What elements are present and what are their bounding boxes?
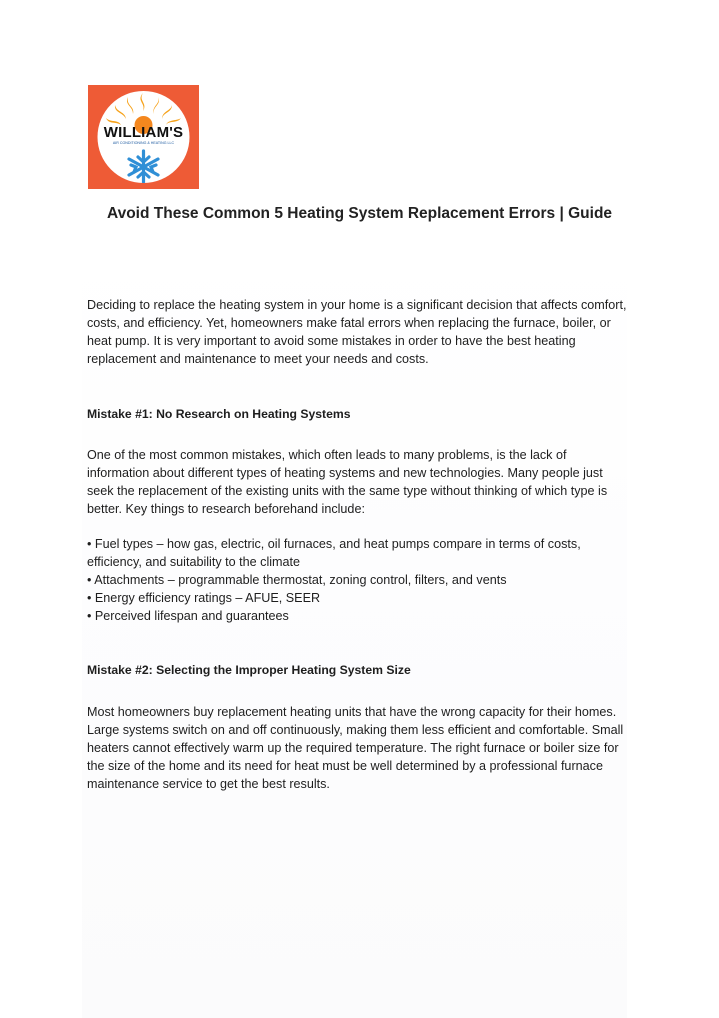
list-item: • Energy efficiency ratings – AFUE, SEER [87,591,321,605]
research-bullet-list [87,535,632,625]
list-item: • Attachments – programmable thermostat, zoning control, filters, and vents [87,573,507,587]
mistake-2-paragraph: Most homeowners buy replacement heating units that have the wrong capacity for their homes. Large systems switch on and off continuously, making them less efficient and comfortable. Small heaters cannot effectively warm up the required temperature. The right furnace or boiler size for the size of the home and its need for heat must be well determined by a professional furnace maintenance service to get the best results. [87,705,624,791]
document-title: Avoid These Common 5 Heating System Replacement Errors | Guide [106,205,613,222]
list-item: • Fuel types – how gas, electric, oil furnaces, and heat pumps compare in terms of costs, efficiency, and suitability to the climate [87,537,581,569]
mistake-2-heading: Mistake #2: Selecting the Improper Heating System Size [87,663,411,677]
mistake-1-paragraph: One of the most common mistakes, which often leads to many problems, is the lack of information about different types of heating systems and new technologies. Many people just seek the replacement of the existing units with the same type without thinking of which type is better. Key things to research beforehand include: [87,448,608,516]
mistake-1-heading: Mistake #1: No Research on Heating Systems [87,407,351,421]
logo-brand-text: WILLIAM'S [103,124,184,141]
list-item: • Perceived lifespan and guarantees [87,609,289,623]
intro-paragraph: Deciding to replace the heating system in your home is a significant decision that affects comfort, costs, and efficiency. Yet, homeowners make fatal errors when replacing the furnace, boiler, or heat pump. It is very important to avoid some mistakes in order to have the best heating replacement and maintenance to meet your needs and costs. [87,298,627,366]
logo-sub-text: AIR CONDITIONING & HEATING LLC [112,141,175,145]
company-logo [88,85,199,189]
